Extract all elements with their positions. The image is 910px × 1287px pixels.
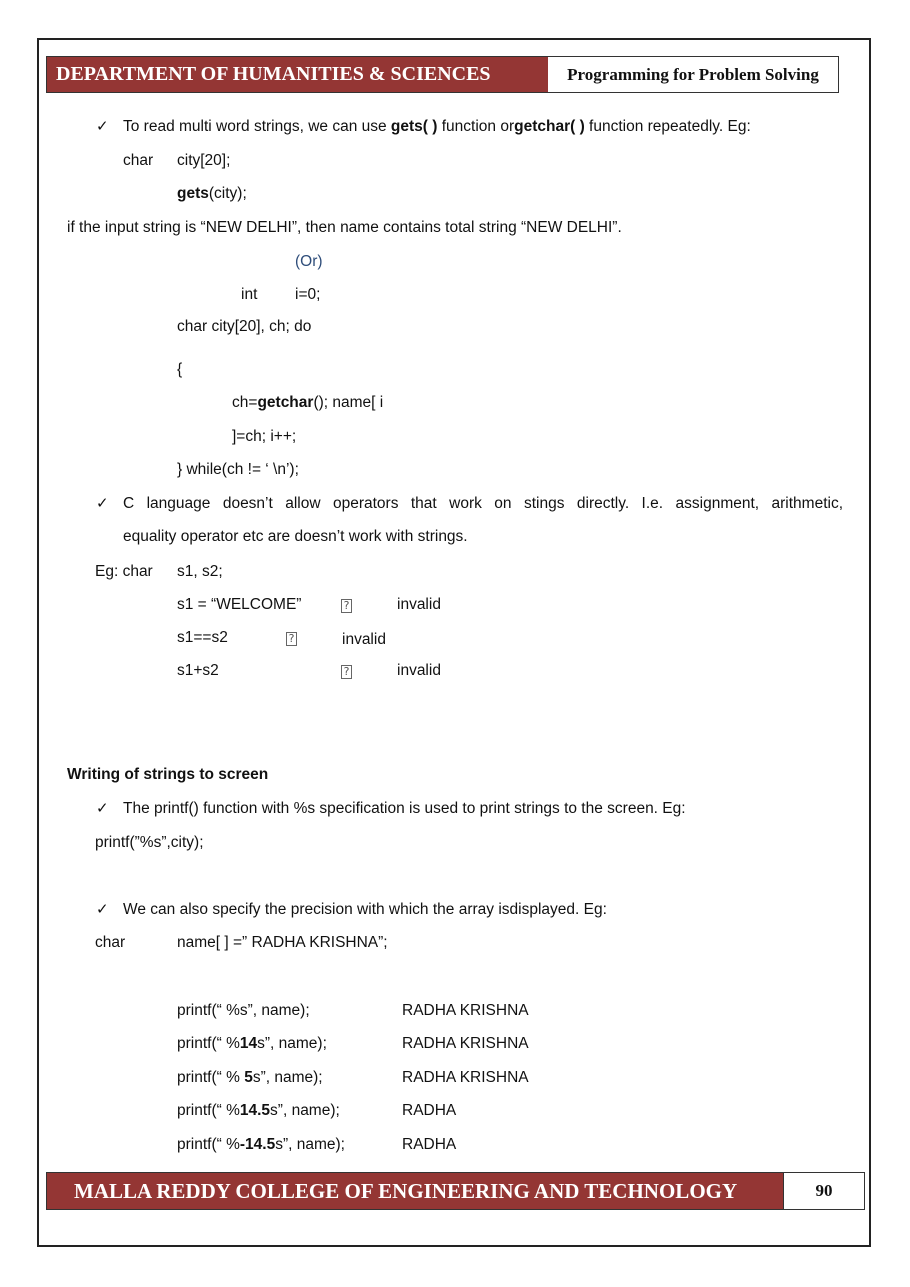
char-keyword: char xyxy=(123,152,154,169)
example-result: invalid xyxy=(342,631,386,648)
college-name: MALLA REDDY COLLEGE OF ENGINEERING AND TECHNOLOGY xyxy=(47,1173,783,1209)
text-span: s”, name); xyxy=(252,1069,323,1086)
text-span: printf(“ % xyxy=(177,1136,240,1153)
format-width: 14 xyxy=(239,1035,258,1052)
char-declaration: char city[20], ch; do xyxy=(177,318,312,335)
getchar-line xyxy=(232,393,383,413)
printf-row-code xyxy=(177,1135,345,1155)
arrow-box-glyph: ? xyxy=(341,599,352,613)
getchar-keyword: getchar( ) xyxy=(514,118,585,135)
text-span: To read multi word strings, we can use xyxy=(123,118,391,135)
printf-row-code xyxy=(177,1068,323,1088)
check-icon: ✓ xyxy=(96,118,109,135)
printf-row-code xyxy=(177,1101,340,1121)
example-expr: s1==s2 xyxy=(177,629,228,646)
arrow-icon xyxy=(286,628,297,648)
operators-line-1: C language doesn’t allow operators that work on stings directly. I.e. assignment, arithmetic, xyxy=(123,495,843,512)
text-span: printf(“ %s”, name); xyxy=(177,1002,310,1019)
department-title: DEPARTMENT OF HUMANITIES & SCIENCES xyxy=(47,57,548,92)
printf-row-output: RADHA KRISHNA xyxy=(402,1002,529,1019)
city-declaration: city[20]; xyxy=(177,152,231,169)
text-span: printf(“ % xyxy=(177,1069,245,1086)
name-declaration: name[ ] =” RADHA KRISHNA”; xyxy=(177,934,388,951)
text-span: s”, name); xyxy=(270,1102,340,1119)
text-span: (city); xyxy=(208,185,247,202)
gets-keyword: gets( ) xyxy=(390,118,438,135)
assign-line: ]=ch; i++; xyxy=(232,428,297,445)
bullet-read-multiword xyxy=(123,117,751,137)
while-line: } while(ch != ‘ \n’); xyxy=(177,461,299,478)
printf-example: printf(”%s”,city); xyxy=(95,834,204,851)
text-span: function or xyxy=(437,118,515,135)
check-icon: ✓ xyxy=(96,800,109,817)
example-expr: s1+s2 xyxy=(177,662,219,679)
text-span: printf(“ % xyxy=(177,1035,240,1052)
format-width: 14.5 xyxy=(239,1102,271,1119)
s1-s2-declaration: s1, s2; xyxy=(177,563,223,580)
check-icon: ✓ xyxy=(96,901,109,918)
char-keyword: char xyxy=(95,934,126,951)
text-span: function repeatedly. Eg: xyxy=(584,118,751,135)
arrow-icon xyxy=(341,661,352,681)
text-span: s”, name); xyxy=(275,1136,345,1153)
int-keyword: int xyxy=(241,286,258,303)
gets-keyword: gets xyxy=(177,185,209,202)
printf-row-output: RADHA KRISHNA xyxy=(402,1035,529,1052)
text-span: (); name[ i xyxy=(313,394,384,411)
arrow-icon xyxy=(341,595,352,615)
printf-row-output: RADHA xyxy=(402,1136,457,1153)
format-width: 5 xyxy=(244,1069,253,1086)
text-span: ch= xyxy=(232,394,258,411)
example-result: invalid xyxy=(397,596,441,613)
getchar-keyword: getchar xyxy=(257,394,314,411)
i-init: i=0; xyxy=(295,286,321,303)
printf-row-code xyxy=(177,1001,310,1021)
page-number: 90 xyxy=(783,1173,864,1209)
printf-row-output: RADHA KRISHNA xyxy=(402,1069,529,1086)
gets-call xyxy=(177,184,247,204)
input-note: if the input string is “NEW DELHI”, then name contains total string “NEW DELHI”. xyxy=(67,219,622,236)
open-brace: { xyxy=(177,361,183,378)
example-expr: s1 = “WELCOME” xyxy=(177,596,302,613)
check-icon: ✓ xyxy=(96,495,109,512)
subject-title: Programming for Problem Solving xyxy=(567,64,819,84)
arrow-box-glyph: ? xyxy=(341,665,352,679)
page-header xyxy=(46,56,839,93)
arrow-box-glyph: ? xyxy=(286,632,297,646)
precision-bullet: We can also specify the precision with which the array isdisplayed. Eg: xyxy=(123,901,607,918)
eg-char: Eg: char xyxy=(95,563,153,580)
section-heading: Writing of strings to screen xyxy=(67,766,269,783)
printf-row-output: RADHA xyxy=(402,1102,457,1119)
printf-bullet: The printf() function with %s specification is used to print strings to the screen. Eg: xyxy=(123,800,686,817)
format-width: -14.5 xyxy=(239,1136,276,1153)
printf-row-code xyxy=(177,1034,327,1054)
or-label: (Or) xyxy=(295,253,323,270)
page-footer xyxy=(46,1172,865,1210)
example-result: invalid xyxy=(397,662,441,679)
text-span: s”, name); xyxy=(257,1035,327,1052)
operators-line-2: equality operator etc are doesn’t work with strings. xyxy=(123,528,468,545)
text-span: printf(“ % xyxy=(177,1102,240,1119)
